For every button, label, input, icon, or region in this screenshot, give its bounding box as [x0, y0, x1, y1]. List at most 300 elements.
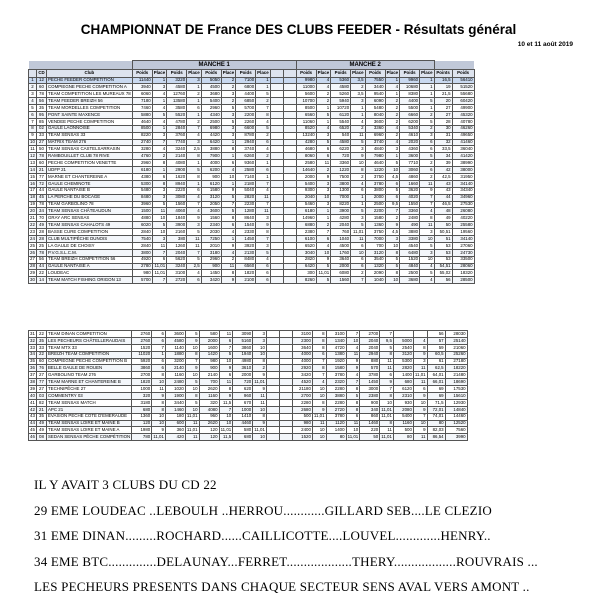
value-cell: 8380 — [400, 91, 420, 98]
value-cell: 1000 — [233, 406, 253, 413]
value-cell — [279, 331, 292, 338]
value-cell: 1 — [256, 173, 270, 180]
value-cell: 3 — [316, 187, 330, 194]
value-cell: 2 — [351, 270, 365, 277]
value-cell: 11,01 — [152, 263, 166, 270]
value-cell: 11,01 — [313, 413, 325, 419]
value-cell: 6 — [380, 372, 394, 379]
value-cell: 11,01 — [316, 270, 330, 277]
value-cell — [270, 242, 283, 249]
value-cell: 1040 — [365, 277, 385, 284]
value-cell: 4 — [413, 337, 427, 344]
value-cell: 8 — [253, 358, 267, 365]
value-cell: 2 — [420, 125, 434, 132]
cd-cell: 08 — [37, 434, 47, 441]
value-cell: 320 — [132, 393, 152, 400]
table-row — [29, 399, 468, 406]
value-cell — [270, 167, 283, 174]
value-cell: 2900 — [167, 167, 187, 174]
value-cell: 1820 — [132, 379, 152, 386]
value-cell: 74,01 — [427, 413, 445, 420]
value-cell: 2720 — [167, 277, 187, 284]
value-cell: 11,01 — [186, 427, 198, 433]
value-cell: 3120 — [393, 351, 413, 358]
table-row — [29, 139, 475, 146]
table-row — [29, 277, 475, 284]
value-cell: 860 — [360, 413, 380, 420]
value-cell: 960 — [233, 393, 253, 400]
value-cell: 46,5 — [434, 201, 452, 208]
value-cell: 6 — [385, 194, 399, 201]
value-cell: 2280 — [292, 399, 312, 406]
value-cell: 2000 — [233, 372, 253, 379]
value-cell — [270, 132, 283, 139]
value-cell: 1 — [351, 201, 365, 208]
value-cell — [279, 434, 292, 441]
table-row — [29, 420, 468, 427]
value-cell: 2 — [351, 173, 365, 180]
value-cell: 6 — [316, 235, 330, 242]
value-cell: 1460 — [360, 420, 380, 427]
value-cell: 1560 — [331, 277, 351, 284]
table-row — [29, 187, 475, 194]
value-cell: 1840 — [167, 215, 187, 222]
value-cell: 9 — [316, 173, 330, 180]
value-cell: 4640 — [365, 160, 385, 167]
table-row — [29, 111, 475, 118]
value-cell: 16,5 — [434, 77, 452, 84]
value-cell: 1300 — [331, 187, 351, 194]
value-cell: 2130 — [236, 249, 256, 256]
value-cell: 9 — [253, 386, 267, 393]
table-row — [29, 105, 475, 112]
table-row — [29, 242, 475, 249]
rank-cell: 9 — [29, 132, 37, 139]
value-cell — [283, 249, 296, 256]
value-cell: 5 — [187, 167, 201, 174]
value-cell: 7 — [152, 139, 166, 146]
value-cell: 7 — [152, 344, 166, 351]
column-header: Place — [421, 70, 433, 76]
value-cell: 5 — [221, 118, 235, 125]
value-cell: 1 — [152, 98, 166, 105]
value-cell: 40220 — [452, 215, 474, 222]
value-cell: 8 — [385, 270, 399, 277]
value-cell: 4720 — [326, 344, 346, 351]
value-cell — [266, 331, 279, 338]
value-cell: 3360 — [400, 208, 420, 215]
value-cell: 6 — [152, 256, 166, 263]
table-row — [29, 365, 468, 372]
value-cell: 2 — [316, 222, 330, 229]
table-row — [29, 91, 475, 98]
rank-cell: 37 — [30, 372, 35, 378]
value-cell: 3060 — [400, 167, 420, 174]
rank-cell: 31 — [30, 330, 35, 336]
value-cell: 3900 — [167, 222, 187, 229]
value-cell: 2840 — [132, 242, 152, 249]
value-cell: 8 — [256, 229, 270, 236]
value-cell: 51520 — [452, 84, 474, 91]
value-cell: 1580 — [365, 215, 385, 222]
value-cell — [270, 277, 283, 284]
value-cell: 980 — [292, 420, 312, 427]
value-cell: 6 — [316, 146, 330, 153]
value-cell: 54,51 — [434, 263, 452, 270]
value-cell: 4 — [316, 77, 330, 84]
value-cell: 340 — [360, 406, 380, 413]
value-cell: 4 — [312, 379, 326, 386]
value-cell: 8480 — [236, 256, 256, 263]
value-cell: 5 — [420, 118, 434, 125]
value-cell — [266, 393, 279, 400]
value-cell: 18220 — [445, 365, 467, 372]
value-cell: 11,01 — [152, 270, 166, 277]
value-cell — [279, 337, 292, 344]
value-cell: 1 — [221, 139, 235, 146]
value-cell: 72,01 — [427, 406, 445, 413]
rank-cell: 29 — [30, 270, 35, 276]
value-cell: 9300 — [296, 187, 316, 194]
value-cell — [270, 235, 283, 242]
value-cell: 7560 — [445, 427, 467, 434]
value-cell: 6560 — [236, 263, 256, 270]
value-cell: 3610 — [233, 365, 253, 372]
value-cell: 5 — [221, 194, 235, 201]
value-cell: 1 — [316, 215, 330, 222]
value-cell: 10 — [316, 194, 330, 201]
value-cell: 2840 — [167, 125, 187, 132]
value-cell: 4,5 — [385, 173, 399, 180]
value-cell: 4280 — [296, 139, 316, 146]
value-cell — [266, 434, 279, 441]
cd-cell: 60 — [37, 358, 47, 365]
value-cell: 2310 — [393, 393, 413, 400]
rank-cell: 19 — [30, 201, 35, 207]
value-cell: 9 — [312, 406, 326, 413]
value-cell: 6 — [351, 256, 365, 263]
value-cell: 7 — [219, 344, 233, 351]
value-cell: 5 — [152, 222, 166, 229]
value-cell: 2000 — [199, 337, 219, 344]
club-cell: MARNE ET CHANTEREINE A — [47, 173, 133, 180]
value-cell: 31950 — [452, 173, 474, 180]
table-row — [29, 249, 475, 256]
value-cell: 490 — [400, 222, 420, 229]
cd-cell: 14 — [37, 277, 47, 284]
value-cell: 8 — [256, 111, 270, 118]
club-cell: TEAM SENSAS 33 — [47, 132, 133, 139]
value-cell: 1 — [385, 153, 399, 160]
value-cell — [266, 344, 279, 351]
value-cell: 38000 — [452, 167, 474, 174]
rank-cell: 45 — [30, 427, 35, 433]
value-cell: 7460 — [132, 105, 152, 112]
value-cell — [283, 201, 296, 208]
value-cell: 4340 — [201, 111, 221, 118]
value-cell: 760 — [331, 229, 351, 236]
value-cell: 11 — [219, 379, 233, 386]
value-cell: 4540 — [400, 242, 420, 249]
value-cell: 56410 — [452, 77, 474, 84]
value-cell: 380 — [167, 235, 187, 242]
value-cell: 570 — [360, 365, 380, 372]
value-cell: 3680 — [201, 91, 221, 98]
value-cell — [283, 270, 296, 277]
value-cell: 8 — [413, 344, 427, 351]
rank-cell: 32 — [30, 337, 35, 343]
table-row — [29, 98, 475, 105]
value-cell: 6100 — [296, 235, 316, 242]
value-cell: 6960 — [365, 132, 385, 139]
club-cell: CLUB MULTIPÊCHE DUNOIS — [47, 235, 133, 242]
value-cell: 9 — [346, 358, 360, 365]
value-cell: 10 — [219, 413, 233, 420]
value-cell: 10680 — [400, 84, 420, 91]
value-cell: 1500 — [132, 208, 152, 215]
value-cell — [270, 173, 283, 180]
value-cell — [413, 331, 427, 338]
value-cell: 1 — [256, 84, 270, 91]
value-cell: 3 — [187, 222, 201, 229]
cd-cell: 44 — [37, 263, 47, 270]
cd-cell: 70 — [37, 215, 47, 222]
value-cell: 9 — [380, 379, 394, 386]
value-cell: 4 — [346, 372, 360, 379]
value-cell: 2840 — [132, 229, 152, 236]
value-cell: 60,5 — [427, 351, 445, 358]
value-cell — [283, 194, 296, 201]
value-cell: 2280 — [326, 399, 346, 406]
value-cell: 5260 — [331, 91, 351, 98]
column-header: Place — [222, 70, 235, 76]
value-cell: 1 — [187, 180, 201, 187]
value-cell: 8060 — [296, 153, 316, 160]
value-cell: 7740 — [167, 139, 187, 146]
value-cell: 1 — [316, 118, 330, 125]
cd-cell: 22 — [37, 270, 47, 277]
value-cell: 7500 — [331, 173, 351, 180]
club-cell: BELLE GAULE DE ROUEN — [47, 365, 132, 372]
value-cell: 3 — [253, 337, 267, 344]
value-cell: 55,02 — [434, 270, 452, 277]
rank-cell: 5 — [29, 105, 37, 112]
value-cell: 4580 — [165, 337, 185, 344]
value-cell: 5520 — [167, 111, 187, 118]
value-cell: 3780 — [365, 180, 385, 187]
value-cell: 5940 — [331, 98, 351, 105]
value-cell: 8 — [312, 344, 326, 351]
value-cell: 2 — [420, 173, 434, 180]
table-row — [29, 372, 468, 379]
cd-cell: 22 — [37, 331, 47, 338]
value-cell — [283, 146, 296, 153]
value-cell: 11 — [413, 365, 427, 372]
value-cell: 27 — [434, 105, 452, 112]
value-cell: 39 — [434, 160, 452, 167]
value-cell: 6 — [221, 160, 235, 167]
table-row — [29, 77, 475, 84]
cd-cell: 49 — [37, 222, 47, 229]
value-cell — [266, 351, 279, 358]
value-cell: 28 — [434, 118, 452, 125]
value-cell: 1280 — [236, 208, 256, 215]
value-cell: 3540 — [365, 256, 385, 263]
value-cell: 1980 — [132, 427, 152, 434]
value-cell: 10 — [219, 358, 233, 365]
value-cell: 10 — [185, 344, 199, 351]
value-cell: 6 — [256, 139, 270, 146]
column-header: Poids — [400, 70, 420, 78]
value-cell: 1 — [187, 160, 201, 167]
value-cell: 8220 — [331, 201, 351, 208]
value-cell: 3 — [253, 331, 267, 338]
club-cell: TEAM SENSAS CAHALOTS 49 — [47, 222, 133, 229]
value-cell: 2 — [256, 132, 270, 139]
value-cell: 3 — [187, 139, 201, 146]
value-cell: 6 — [316, 153, 330, 160]
value-cell: 11,01 — [254, 378, 265, 384]
value-cell: 1 — [152, 77, 166, 84]
value-cell: 43 — [434, 187, 452, 194]
club-cell: RAMBOUILLET CLUB 78 RIVE — [47, 153, 133, 160]
value-cell: 5 — [385, 187, 399, 194]
table-row — [29, 84, 475, 91]
value-cell — [270, 125, 283, 132]
value-cell: 6220 — [331, 146, 351, 153]
value-cell: 2960 — [201, 256, 221, 263]
value-cell: 4000 — [292, 358, 312, 365]
value-cell: 3,5 — [351, 77, 365, 84]
value-cell: 5500 — [400, 105, 420, 112]
column-header — [283, 70, 296, 78]
value-cell — [270, 146, 283, 153]
value-cell: 50 — [360, 434, 380, 441]
value-cell: 2330 — [236, 229, 256, 236]
value-cell: 1 — [221, 180, 235, 187]
value-cell: 10720 — [331, 105, 351, 112]
club-cell: TEAM GARBOLINO 78 — [47, 201, 133, 208]
value-cell: 1 — [316, 208, 330, 215]
club-cell: UDFP 21 — [47, 167, 133, 174]
value-cell: 7 — [346, 379, 360, 386]
value-cell: 4 — [221, 249, 235, 256]
rank-cell: 18 — [30, 194, 35, 200]
value-cell: 5 — [152, 111, 166, 118]
value-cell: 2500 — [400, 270, 420, 277]
value-cell: 10 — [253, 344, 267, 351]
value-cell: 7 — [312, 372, 326, 379]
value-cell: 4 — [420, 208, 434, 215]
value-cell: 5 — [420, 153, 434, 160]
value-cell: 2620 — [199, 386, 219, 393]
value-cell: 3800 — [331, 180, 351, 187]
value-cell: 11,01 — [381, 434, 392, 440]
value-cell: 4 — [316, 242, 330, 249]
value-cell: 4080 — [199, 406, 219, 413]
value-cell: 7 — [316, 229, 330, 236]
value-cell: 5 — [420, 242, 434, 249]
value-cell: 8500 — [296, 105, 316, 112]
value-cell: 2280 — [326, 386, 346, 393]
value-cell: 2,5 — [187, 146, 201, 153]
value-cell: 3240 — [167, 263, 187, 270]
value-cell — [283, 84, 296, 91]
value-cell: 1320 — [365, 263, 385, 270]
value-cell: 5620 — [167, 256, 187, 263]
value-cell: 960 — [199, 413, 219, 420]
value-cell: 2380 — [360, 393, 380, 400]
value-cell: 8 — [152, 372, 166, 379]
value-cell: 41460 — [452, 139, 474, 146]
value-cell: 2220 — [167, 187, 187, 194]
value-cell: 14640 — [296, 167, 316, 174]
value-cell — [283, 132, 296, 139]
value-cell: 8 — [152, 399, 166, 406]
value-cell: 3740 — [236, 146, 256, 153]
cd-cell: 35 — [37, 337, 47, 344]
value-cell: 2 — [221, 98, 235, 105]
value-cell: 2380 — [296, 229, 316, 236]
value-cell: 10 — [221, 173, 235, 180]
value-cell: 8 — [312, 365, 326, 372]
club-cell: TEAM MARNE ET CHANTEREINE B — [47, 379, 132, 386]
value-cell — [283, 222, 296, 229]
value-cell — [283, 125, 296, 132]
value-cell: 33500 — [452, 256, 474, 263]
rank-cell: 33 — [30, 344, 35, 350]
value-cell — [266, 379, 279, 386]
rank-cell: 17 — [30, 187, 35, 193]
club-cell: BREIZH TEAM COMPETITION — [47, 351, 132, 358]
value-cell: 11,01 — [347, 434, 359, 440]
value-cell: 1040 — [331, 235, 351, 242]
club-cell: TEAM SENSAS LOIRE ET MAINE A — [47, 427, 132, 434]
value-cell: 2030 — [201, 229, 221, 236]
cd-cell: 78 — [37, 249, 47, 256]
value-cell: 2 — [221, 256, 235, 263]
value-cell: 9980 — [296, 77, 316, 84]
value-cell: 3180 — [132, 399, 152, 406]
value-cell: 620 — [233, 386, 253, 393]
value-cell — [279, 393, 292, 400]
value-cell: 11 — [219, 331, 233, 338]
value-cell: 2 — [187, 118, 201, 125]
cd-cell: 72 — [37, 180, 47, 187]
value-cell: 540 — [331, 132, 351, 139]
value-cell: 3240 — [167, 146, 187, 153]
value-cell: 80 — [326, 434, 346, 441]
value-cell: 8 — [380, 393, 394, 400]
value-cell: 1600 — [199, 344, 219, 351]
value-cell: 28500 — [452, 277, 474, 284]
club-cell: GAULE LAONNOISE — [47, 125, 133, 132]
club-cell: TEAM COMPETITION LES MUREAUX 78 — [48, 91, 131, 97]
cd-cell: 03 — [37, 393, 47, 400]
value-cell: 2020 — [400, 139, 420, 146]
column-header: Place — [153, 70, 166, 76]
value-cell — [283, 277, 296, 284]
value-cell: 3640 — [292, 344, 312, 351]
value-cell: 6060 — [132, 91, 152, 98]
value-cell: 2940 — [236, 139, 256, 146]
value-cell: 2260 — [236, 118, 256, 125]
value-cell: 2 — [385, 98, 399, 105]
value-cell: 2000 — [365, 194, 385, 201]
value-cell: 7 — [312, 358, 326, 365]
value-cell: 3 — [351, 215, 365, 222]
value-cell: 5300 — [132, 180, 152, 187]
